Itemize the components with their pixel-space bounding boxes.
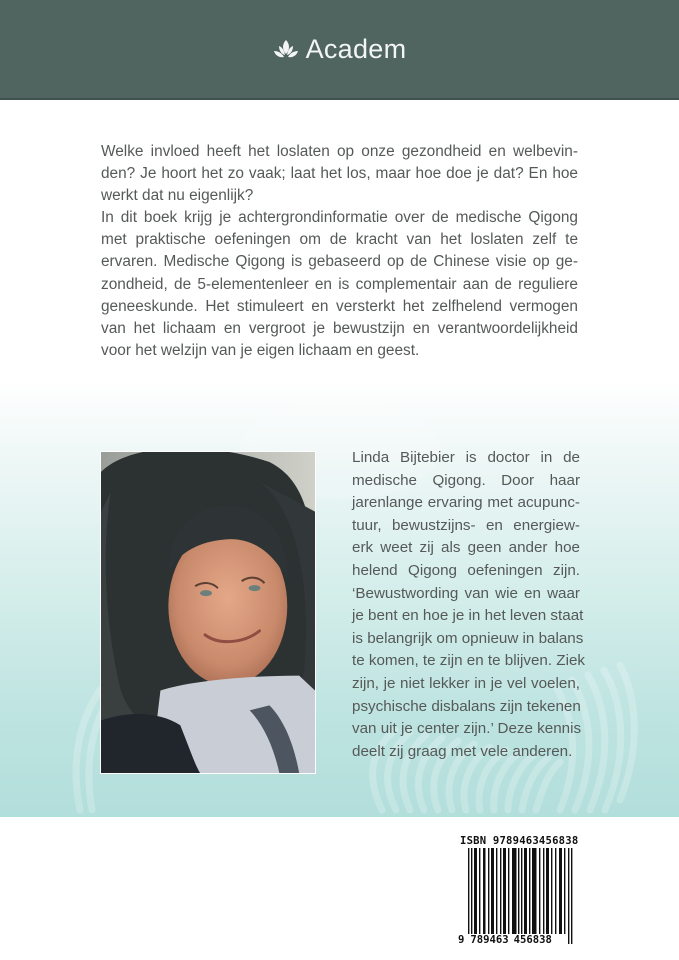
bio-line: helend Qigong oefeningen zijn.: [352, 561, 580, 579]
description-line: ervaren. Medische Qigong is gebaseerd op de Chinese visie op ge-: [101, 253, 578, 271]
bio-line: erk weet zij als geen ander hoe: [352, 539, 580, 557]
bio-line: is belangrijk om opnieuw in balans: [352, 629, 584, 647]
description-line: van het lichaam en vergroot je bewustzijn en verantwoordelijkheid: [101, 319, 578, 337]
brand-name: Academ: [305, 33, 407, 64]
author-bio: [352, 447, 585, 763]
publisher-header: [0, 0, 679, 100]
bio-line: psychische disbalans zijn tekenen: [352, 697, 581, 715]
bio-line: ‘Bewustwording van wie en waar: [352, 584, 580, 602]
isbn-digits: [457, 934, 553, 946]
bio-line: van uit je center zijn.’ Deze kennis: [352, 720, 582, 738]
description-line: voor het welzijn van je eigen lichaam en geest.: [101, 341, 420, 359]
publisher-logo: [273, 34, 407, 65]
isbn-label: ISBN 9789463456838: [460, 835, 579, 847]
bio-line: deelt zij graag met vele anderen.: [352, 742, 573, 760]
isbn-digit-group-2: 456838: [513, 934, 552, 946]
description-line: In dit boek krijg je achtergrondinformatie over de medische Qigong: [101, 209, 578, 227]
description-line: met praktische oefeningen om de kracht van het loslaten zelf te: [101, 231, 578, 249]
isbn-barcode: [457, 832, 587, 948]
description-line: geneeskunde. Het stimuleert en versterkt het zelfhelend vermogen: [101, 297, 578, 315]
isbn-digit-group-1: 789463: [470, 934, 509, 946]
bio-line: te komen, te zijn en te blijven. Ziek: [352, 652, 585, 670]
author-photo: [100, 451, 316, 774]
bio-line: jarenlange ervaring met acupunc-: [352, 494, 580, 512]
lotus-icon: [273, 39, 299, 61]
bio-line: tuur, bewustzijns- en energiew-: [352, 516, 580, 534]
bio-line: zijn, je niet lekker in je vel voelen,: [352, 674, 580, 692]
description-line: Welke invloed heeft het loslaten op onze gezondheid en welbevin-: [101, 143, 578, 160]
description-line: werkt dat nu eigenlijk?: [101, 187, 254, 205]
isbn-digit-prefix: 9: [458, 934, 465, 946]
bio-line: medische Qigong. Door haar: [352, 471, 580, 489]
book-description: [101, 141, 578, 362]
bio-line: je bent en hoe je in het leven staat: [352, 607, 584, 625]
barcode-bars: [460, 848, 578, 944]
description-line: den? Je hoort het zo vaak; laat het los, maar hoe doe je dat? En hoe: [101, 165, 578, 183]
bio-line: Linda Bijtebier is doctor in de: [352, 449, 580, 466]
description-line: zondheid, de 5-elementenleer en is complementair aan de reguliere: [101, 275, 578, 293]
